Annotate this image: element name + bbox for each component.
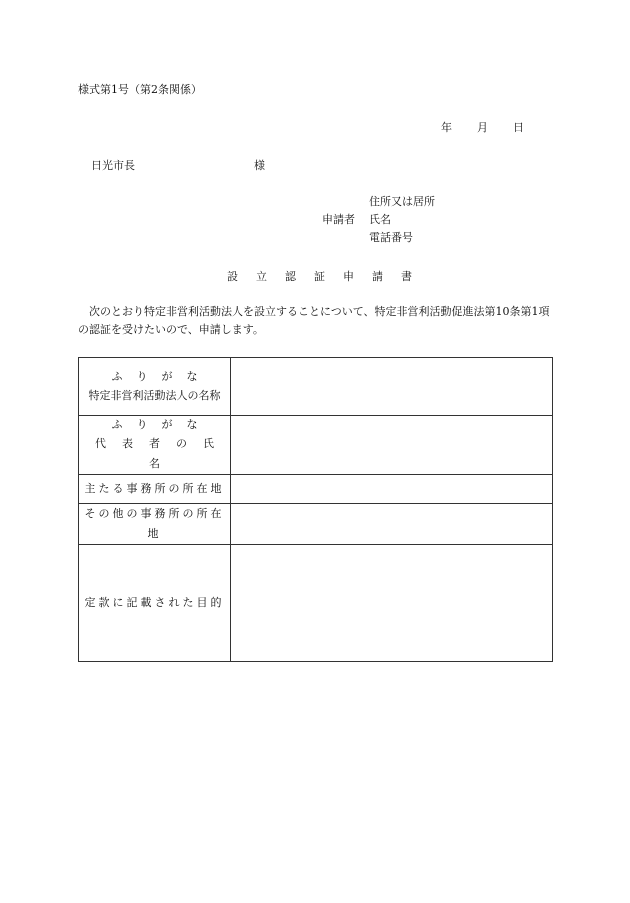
table-row [79,504,553,545]
document-title: 設立認証申請書 [227,270,430,283]
addressee: 日光市長 [91,159,135,172]
table-row [79,416,553,475]
applicant-address-label: 住所又は居所 [369,195,435,208]
representative-label-cell [79,416,231,475]
purpose-field[interactable] [231,545,553,662]
table-row [79,475,553,504]
table-row [79,545,553,662]
org-name-label-cell [79,358,231,416]
furigana-label: ふりがな [111,418,212,431]
main-office-address-field[interactable] [231,475,553,504]
table-row [79,358,553,416]
applicant-name-label: 氏名 [369,213,391,226]
application-table [78,357,553,662]
form-number: 様式第1号（第2条関係） [78,83,202,96]
applicant-fields [369,193,435,247]
other-office-label-cell [79,504,231,545]
date-month: 月 [477,121,488,134]
row-label: 特定非営利活動法人の名称 [88,388,221,402]
row-label: その他の事務所の所在地 [84,507,225,540]
org-name-field[interactable] [231,358,553,416]
main-office-label-cell [79,475,231,504]
row-label: 代表者の氏名 [95,437,230,470]
body-text [78,303,558,339]
row-label: 定款に記載された目的 [84,596,225,609]
date-day: 日 [513,121,524,134]
row-label: 主たる事務所の所在地 [84,482,225,495]
date-line [441,119,524,135]
purpose-label-cell [79,545,231,662]
date-year: 年 [441,121,452,134]
honorific: 様 [254,159,265,172]
representative-name-field[interactable] [231,416,553,475]
body-paragraph: 次のとおり特定非営利活動法人を設立することについて、特定非営利活動促進法第10条第1項の認証を受けたいので、申請します。 [78,305,550,336]
furigana-label: ふりがな [111,369,212,383]
applicant-label: 申請者 [322,213,355,226]
applicant-phone-label: 電話番号 [369,231,413,244]
other-office-address-field[interactable] [231,504,553,545]
